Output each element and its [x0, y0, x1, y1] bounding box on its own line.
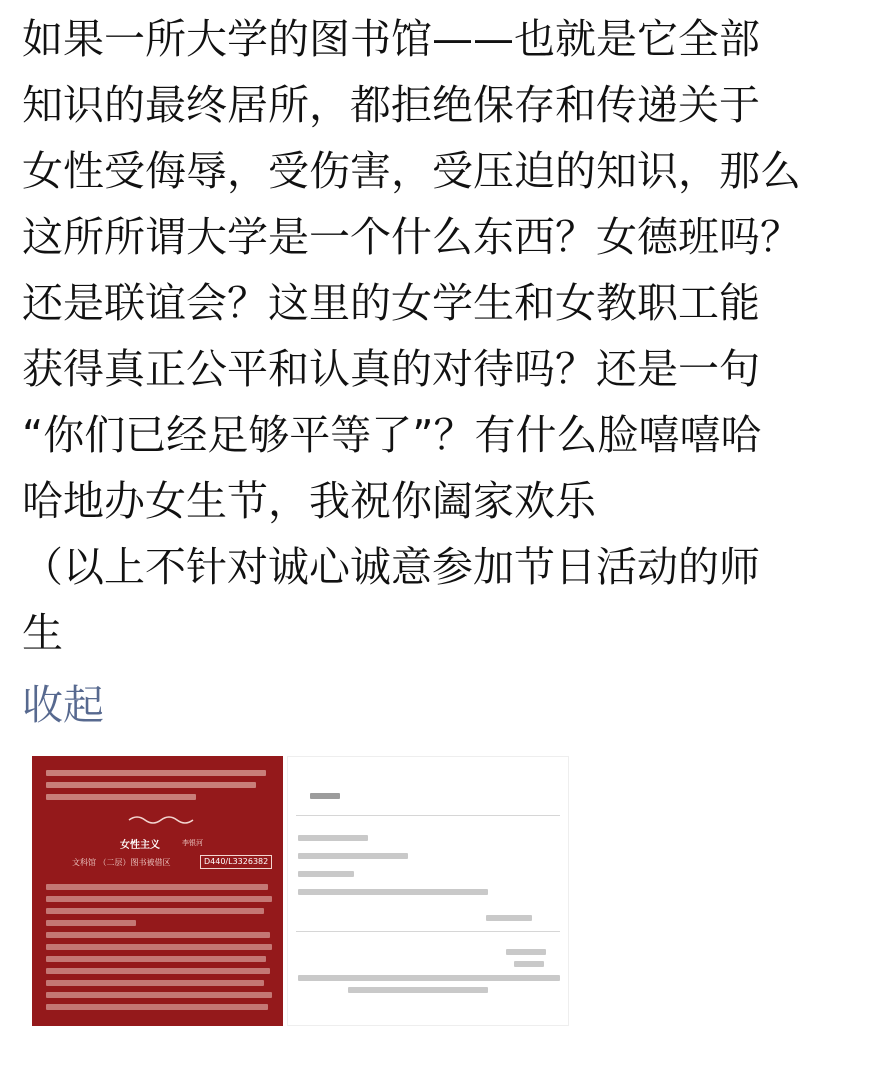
blurred-text — [298, 975, 560, 981]
divider — [296, 931, 560, 932]
blurred-text — [46, 968, 270, 974]
post-text-line: 还是联谊会？这里的女学生和女教职工能 — [22, 279, 760, 327]
blurred-text — [46, 932, 270, 938]
blurred-text — [46, 956, 266, 962]
blurred-text — [46, 980, 264, 986]
book-location: 文科馆 （二层）图书被借区 — [72, 858, 171, 867]
attached-image-catalog-record[interactable] — [287, 756, 569, 1026]
blurred-text — [298, 853, 408, 859]
post-body — [22, 6, 872, 666]
blurred-text — [46, 1004, 268, 1010]
blurred-text — [348, 987, 488, 993]
blurred-text — [46, 884, 268, 890]
wavy-divider-icon — [127, 814, 197, 826]
book-author: 李银河 — [182, 839, 203, 847]
post-text-line: 这所所谓大学是一个什么东西？女德班吗？ — [22, 213, 801, 261]
blurred-text — [46, 794, 196, 800]
blurred-text — [46, 896, 272, 902]
post-text-line: “你们已经足够平等了”？有什么脸嘻嘻哈 — [22, 411, 762, 459]
post-text-line: 知识的最终居所，都拒绝保存和传递关于 — [22, 81, 760, 129]
post-text-line: （以上不针对诚心诚意参加节日活动的师 — [22, 543, 760, 591]
blurred-text — [46, 908, 264, 914]
call-number-badge: D440/L3326382 — [200, 855, 272, 869]
post-text-line: 生 — [22, 609, 63, 657]
blurred-text — [298, 871, 354, 877]
post-text-line: 哈地办女生节，我祝你阖家欢乐 — [22, 477, 596, 525]
blurred-text — [46, 782, 256, 788]
book-title: 女性主义 — [120, 840, 160, 851]
blurred-text — [298, 889, 488, 895]
post-text-line: 女性受侮辱，受伤害，受压迫的知识，那么 — [22, 147, 801, 195]
collapse-link[interactable]: 收起 — [22, 681, 104, 729]
blurred-text — [486, 915, 532, 921]
attached-image-red-notice[interactable] — [32, 756, 283, 1026]
blurred-text — [506, 949, 546, 955]
blurred-text — [46, 944, 272, 950]
blurred-text — [46, 992, 272, 998]
blurred-text — [46, 920, 136, 926]
blurred-text — [298, 835, 368, 841]
post-text-line: 如果一所大学的图书馆——也就是它全部 — [22, 15, 760, 63]
blurred-text — [310, 793, 340, 799]
blurred-text — [46, 770, 266, 776]
post-text-line: 获得真正公平和认真的对待吗？还是一句 — [22, 345, 760, 393]
divider — [296, 815, 560, 816]
blurred-text — [514, 961, 544, 967]
